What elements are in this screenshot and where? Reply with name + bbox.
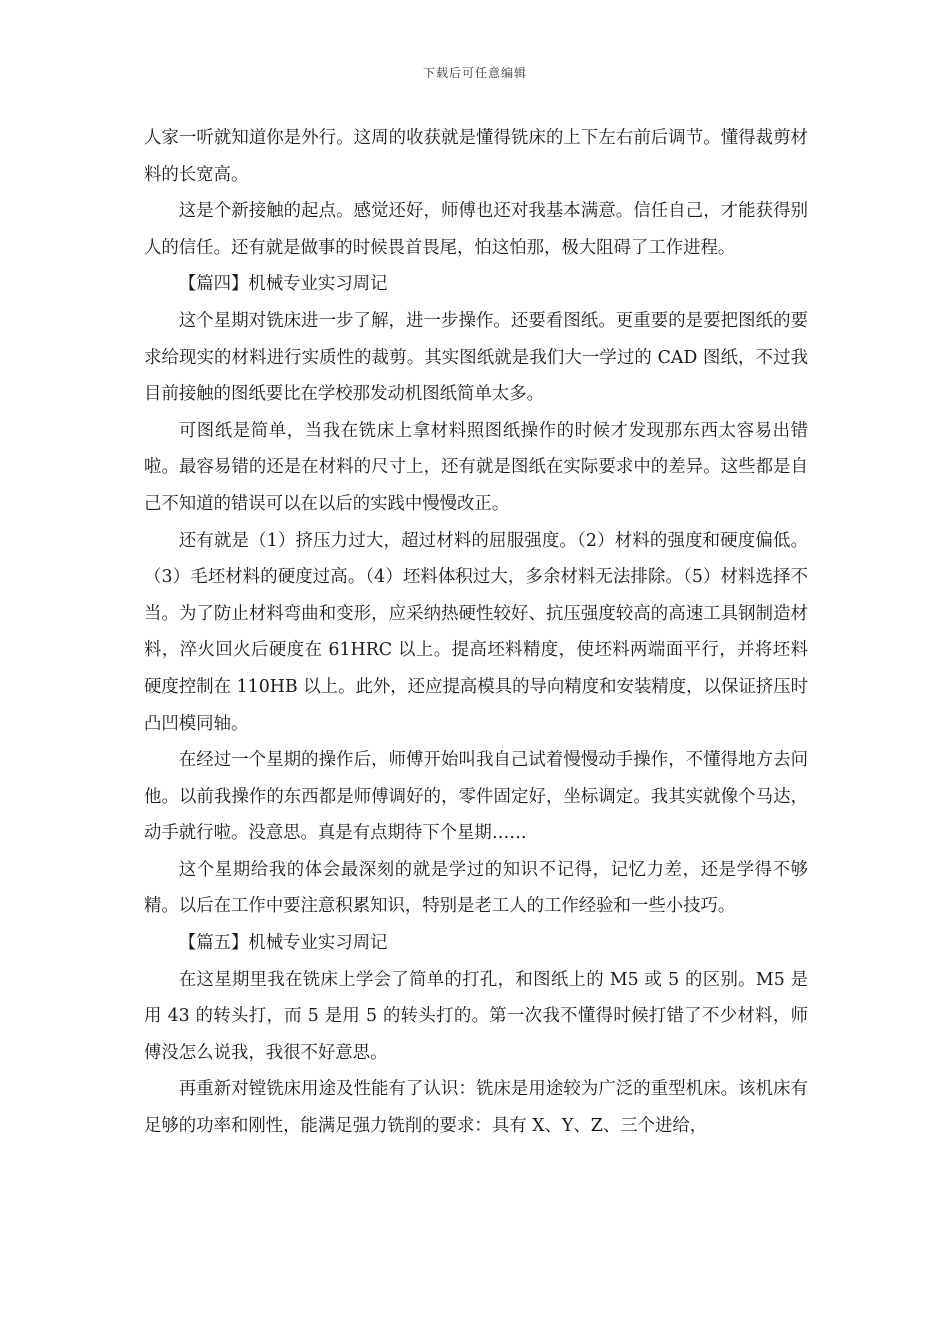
paragraph-2: 这是个新接触的起点。感觉还好，师傅也还对我基本满意。信任自己，才能获得别人的信任。还有就是做事的时候畏首畏尾，怕这怕那，极大阻碍了工作进程。 (144, 201, 808, 258)
paragraph-9: 再重新对镗铣床用途及性能有了认识：铣床是用途较为广泛的重型机床。该机床有足够的功率和刚性，能满足强力铣削的要求：具有 X、Y、Z、三个进给， (144, 1079, 808, 1137)
paragraph-6: 在经过一个星期的操作后，师傅开始叫我自己试着慢慢动手操作，不懂得地方去问他。以前我操作的东西都是师傅调好的，零件固定好，坐标调定。我其实就像个马达，动手就行啦。没意思。真是有点期待下个星期…… (144, 750, 808, 844)
paragraph-5: 还有就是（1）挤压力过大，超过材料的屈服强度。（2）材料的强度和硬度偏低。（3）毛坯材料的硬度过高。（4）坯料体积过大，多余材料无法排除。（5）材料选择不当。为了防止材料弯曲和变形，应采纳热硬性较好、抗压强度较高的高速工具钢制造材料，淬火回火后硬度在 61HRC 以上。提高坯料精度，使坯料两端面平行，并将坯料硬度控制在 110HB 以上。此外，还应提高模具的导向精度和安装精度，以保证挤压时凸凹模同轴。 (144, 530, 808, 734)
paragraph-7: 这个星期给我的体会最深刻的就是学过的知识不记得，记忆力差，还是学得不够精。以后在工作中要注意积累知识，特别是老工人的工作经验和一些小技巧。 (144, 859, 808, 917)
section-heading-4: 【篇四】机械专业实习周记 (178, 274, 388, 295)
paragraph-1: 人家一听就知道你是外行。这周的收获就是懂得铣床的上下左右前后调节。懂得裁剪材料的长宽高。 (144, 128, 808, 185)
paragraph-3: 这个星期对铣床进一步了解，进一步操作。还要看图纸。更重要的是要把图纸的要求给现实的材料进行实质性的裁剪。其实图纸就是我们大一学过的 CAD 图纸，不过我目前接触的图纸要比在学校那发动机图纸简单太多。 (144, 310, 808, 405)
document-body (144, 120, 808, 1145)
paragraph-4: 可图纸是简单，当我在铣床上拿材料照图纸操作的时候才发现那东西太容易出错啦。最容易错的还是在材料的尺寸上，还有就是图纸在实际要求中的差异。这些都是自己不知道的错误可以在以后的实践中慢慢改正。 (144, 420, 808, 514)
section-heading-5: 【篇五】机械专业实习周记 (178, 933, 388, 954)
paragraph-8: 在这星期里我在铣床上学会了简单的打孔，和图纸上的 M5 或 5 的区别。M5 是用 43 的转头打，而 5 是用 5 的转头打的。第一次我不懂得时候打错了不少材料，师傅没怎么说我，我很不好意思。 (144, 969, 808, 1063)
page-header: 下载后可任意编辑 (422, 66, 527, 80)
